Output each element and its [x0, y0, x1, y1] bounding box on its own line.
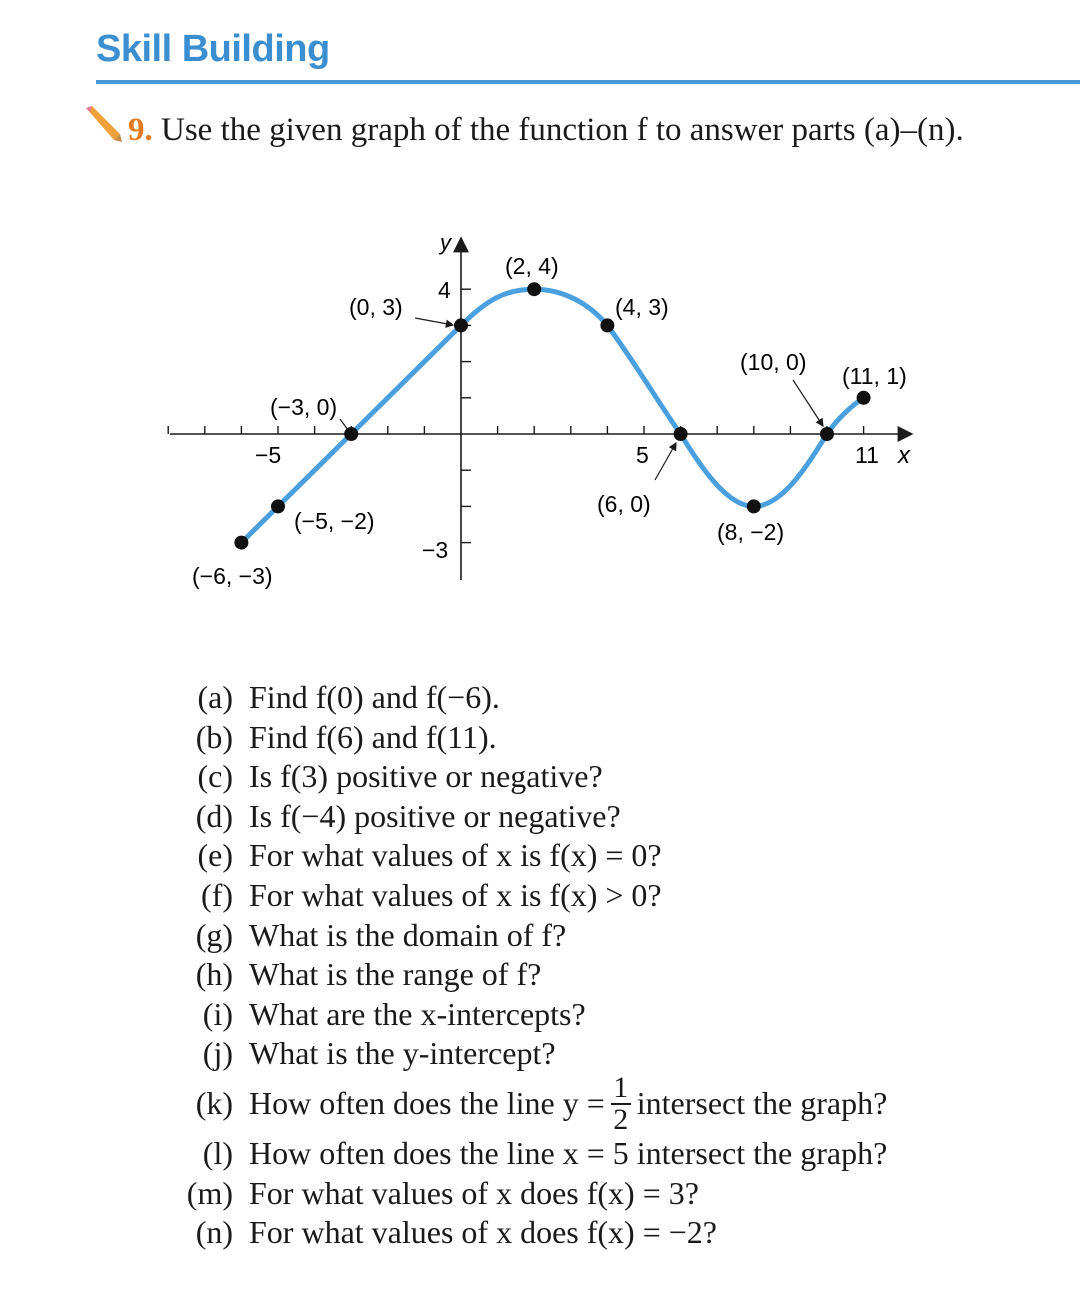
point-label-4-3: (4, 3) [615, 294, 669, 320]
point-label-neg5-neg2: (−5, −2) [294, 508, 375, 534]
part-h: (h) What is the range of f? [195, 956, 542, 993]
point-label-2-4: (2, 4) [505, 253, 559, 279]
part-f: (f) For what values of x is f(x) > 0? [201, 876, 662, 913]
part-e: (e) For what values of x is f(x) = 0? [197, 837, 662, 874]
x-tick-label-neg5: −5 [255, 442, 282, 468]
x-axis-label: x [898, 442, 910, 469]
pencil-icon [84, 106, 124, 146]
exercise-number: 9. [128, 112, 153, 148]
part-g: (g) What is the domain of f? [195, 916, 567, 953]
leader-neg3-0 [340, 419, 348, 430]
point-dot-4 [527, 282, 541, 296]
point-label-10-0: (10, 0) [740, 349, 807, 375]
point-dot-8 [820, 427, 834, 441]
point-label-0-3: (0, 3) [349, 294, 403, 320]
point-dot-3 [454, 318, 468, 332]
x-tick-label-5: 5 [636, 442, 649, 468]
part-d: (d) Is f(−4) positive or negative? [195, 797, 621, 834]
point-dot-5 [600, 318, 614, 332]
section-divider [96, 80, 1080, 84]
part-c: (c) Is f(3) positive or negative? [197, 758, 603, 795]
y-axis-label: y [440, 230, 451, 255]
y-tick-label-4: 4 [438, 277, 451, 303]
point-dot-7 [747, 499, 761, 513]
point-label-11-1: (11, 1) [842, 363, 907, 389]
part-i: (i) What are the x-intercepts? [202, 995, 586, 1032]
point-label-6-0: (6, 0) [597, 491, 651, 517]
x-tick-label-11: 11 [855, 442, 879, 468]
y-tick-label-neg3: −3 [422, 537, 449, 563]
exercise-text: Use the given graph of the function f to answer parts (a)–(n). [161, 112, 964, 148]
part-b: (b) Find f(6) and f(11). [195, 718, 497, 755]
fraction-one-half: $\frac{1}{2}$ [611, 1073, 631, 1135]
part-a: (a) Find f(0) and f(−6). [197, 679, 500, 715]
point-dot-2 [344, 427, 358, 441]
exercise-prompt [128, 112, 964, 149]
point-dot-1 [271, 499, 285, 513]
part-j: (j) What is the y-intercept? [202, 1035, 556, 1072]
part-k: (k) How often does the line y = $\frac{1}{2}$ intersect the graph? [195, 1070, 888, 1136]
leader-0-3 [415, 318, 453, 325]
leader-6-0 [655, 443, 676, 480]
section-title: Skill Building [96, 28, 330, 70]
part-m: (m) For what values of x does f(x) = 3? [186, 1174, 699, 1211]
part-l: (l) How often does the line x = 5 intersect the graph? [202, 1134, 888, 1171]
point-dot-9 [857, 391, 871, 405]
leader-10-0 [793, 380, 823, 426]
part-n: (n) For what values of x does f(x) = −2? [195, 1214, 717, 1251]
point-label-8-neg2: (8, −2) [717, 519, 785, 545]
x-axis-ticks [168, 426, 863, 434]
point-dot-6 [674, 427, 688, 441]
function-graph [0, 180, 1080, 600]
point-label-neg3-0: (−3, 0) [270, 394, 338, 420]
point-dot-0 [234, 536, 248, 550]
exercise-parts [160, 678, 887, 1253]
point-label-neg6-neg3: (−6, −3) [192, 563, 273, 589]
